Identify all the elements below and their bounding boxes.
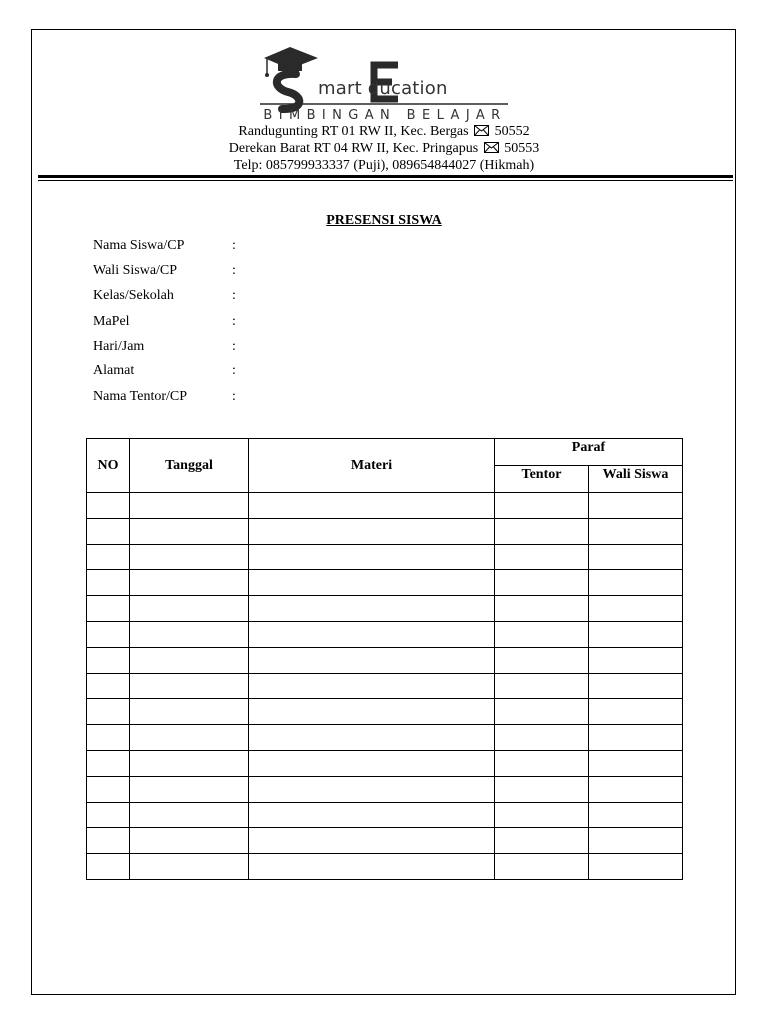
- cell-no[interactable]: [87, 802, 130, 828]
- cell-tentor-signature[interactable]: [495, 493, 589, 519]
- cell-wali-signature[interactable]: [589, 518, 683, 544]
- field-label: Nama Siswa/CP: [93, 238, 185, 253]
- cell-wali-signature[interactable]: [589, 854, 683, 880]
- field-label: Alamat: [93, 363, 135, 378]
- cell-no[interactable]: [87, 544, 130, 570]
- table-row: [87, 776, 683, 802]
- cell-no[interactable]: [87, 673, 130, 699]
- cell-tanggal[interactable]: [130, 493, 249, 519]
- cell-tentor-signature[interactable]: [495, 725, 589, 751]
- cell-materi[interactable]: [249, 647, 495, 673]
- address-line-1-text: Randugunting RT 01 RW II, Kec. Bergas: [238, 124, 469, 139]
- cell-tentor-signature[interactable]: [495, 673, 589, 699]
- table-row: [87, 647, 683, 673]
- table-header-row: [87, 439, 683, 466]
- cell-tentor-signature[interactable]: [495, 802, 589, 828]
- cell-wali-signature[interactable]: [589, 647, 683, 673]
- cell-wali-signature[interactable]: [589, 750, 683, 776]
- cell-materi[interactable]: [249, 570, 495, 596]
- cell-no[interactable]: [87, 725, 130, 751]
- cell-tanggal[interactable]: [130, 570, 249, 596]
- cell-materi[interactable]: [249, 544, 495, 570]
- header-paraf: Paraf: [495, 439, 683, 466]
- cell-wali-signature[interactable]: [589, 596, 683, 622]
- cell-no[interactable]: [87, 699, 130, 725]
- cell-materi[interactable]: [249, 725, 495, 751]
- cell-tentor-signature[interactable]: [495, 596, 589, 622]
- cell-tanggal[interactable]: [130, 828, 249, 854]
- cell-no[interactable]: [87, 596, 130, 622]
- table-row: [87, 570, 683, 596]
- cell-no[interactable]: [87, 828, 130, 854]
- table-row: [87, 544, 683, 570]
- cell-tanggal[interactable]: [130, 725, 249, 751]
- cell-materi[interactable]: [249, 699, 495, 725]
- cell-tentor-signature[interactable]: [495, 828, 589, 854]
- table-row: [87, 802, 683, 828]
- cell-materi[interactable]: [249, 750, 495, 776]
- cell-wali-signature[interactable]: [589, 493, 683, 519]
- field-colon: :: [232, 339, 236, 354]
- cell-no[interactable]: [87, 518, 130, 544]
- cell-materi[interactable]: [249, 621, 495, 647]
- header-wali-siswa: Wali Siswa: [589, 466, 683, 493]
- cell-no[interactable]: [87, 776, 130, 802]
- cell-materi[interactable]: [249, 828, 495, 854]
- table-body: [87, 493, 683, 880]
- cell-no[interactable]: [87, 493, 130, 519]
- field-colon: :: [232, 314, 236, 329]
- cell-materi[interactable]: [249, 776, 495, 802]
- field-colon: :: [232, 288, 236, 303]
- field-label: Wali Siswa/CP: [93, 263, 178, 278]
- cell-tanggal[interactable]: [130, 544, 249, 570]
- cell-tanggal[interactable]: [130, 673, 249, 699]
- phone-line: Telp: 085799933337 (Puji), 089654844027 (Hikmah): [233, 158, 535, 173]
- header-divider-thin: [38, 180, 733, 181]
- field-colon: :: [232, 238, 236, 253]
- cell-tanggal[interactable]: [130, 776, 249, 802]
- cell-tanggal[interactable]: [130, 802, 249, 828]
- field-label: Hari/Jam: [93, 339, 145, 354]
- header-no: NO: [87, 439, 130, 493]
- cell-tanggal[interactable]: [130, 621, 249, 647]
- brand-text: mart ducation: [318, 78, 448, 99]
- cell-tanggal[interactable]: [130, 518, 249, 544]
- table-row: [87, 673, 683, 699]
- cell-wali-signature[interactable]: [589, 621, 683, 647]
- field-colon: :: [232, 389, 236, 404]
- cell-materi[interactable]: [249, 518, 495, 544]
- cell-tentor-signature[interactable]: [495, 621, 589, 647]
- cell-tentor-signature[interactable]: [495, 750, 589, 776]
- cell-wali-signature[interactable]: [589, 570, 683, 596]
- cell-tanggal[interactable]: [130, 596, 249, 622]
- cell-materi[interactable]: [249, 802, 495, 828]
- cell-no[interactable]: [87, 570, 130, 596]
- cell-wali-signature[interactable]: [589, 699, 683, 725]
- cell-tanggal[interactable]: [130, 699, 249, 725]
- field-label: Kelas/Sekolah: [93, 288, 174, 303]
- cell-tentor-signature[interactable]: [495, 854, 589, 880]
- postal-code-2: 50553: [504, 141, 540, 156]
- table-row: [87, 621, 683, 647]
- cell-wali-signature[interactable]: [589, 673, 683, 699]
- field-label: MaPel: [93, 314, 130, 329]
- table-row: [87, 518, 683, 544]
- cell-wali-signature[interactable]: [589, 802, 683, 828]
- cell-tentor-signature[interactable]: [495, 570, 589, 596]
- table-row: [87, 725, 683, 751]
- cell-no[interactable]: [87, 621, 130, 647]
- header-materi: Materi: [249, 439, 495, 493]
- header-tanggal: Tanggal: [130, 439, 249, 493]
- cell-materi[interactable]: [249, 493, 495, 519]
- mail-icon: [484, 142, 499, 153]
- cell-materi[interactable]: [249, 673, 495, 699]
- cell-tanggal[interactable]: [130, 647, 249, 673]
- cell-wali-signature[interactable]: [589, 776, 683, 802]
- header-divider-thick: [38, 175, 733, 178]
- cell-tentor-signature[interactable]: [495, 776, 589, 802]
- cell-wali-signature[interactable]: [589, 828, 683, 854]
- cell-no[interactable]: [87, 647, 130, 673]
- table-row: [87, 828, 683, 854]
- cell-tanggal[interactable]: [130, 854, 249, 880]
- cell-materi[interactable]: [249, 854, 495, 880]
- field-colon: :: [232, 263, 236, 278]
- table-row: [87, 493, 683, 519]
- cell-wali-signature[interactable]: [589, 544, 683, 570]
- cell-tentor-signature[interactable]: [495, 647, 589, 673]
- table-row: [87, 596, 683, 622]
- address-line-2: [0, 140, 768, 157]
- cell-no[interactable]: [87, 750, 130, 776]
- address-line-2-text: Derekan Barat RT 04 RW II, Kec. Pringapus: [228, 141, 479, 156]
- table-row: [87, 750, 683, 776]
- postal-code-1: 50552: [494, 124, 530, 139]
- cell-tentor-signature[interactable]: [495, 699, 589, 725]
- field-label: Nama Tentor/CP: [93, 389, 188, 404]
- cell-no[interactable]: [87, 854, 130, 880]
- mail-icon: [474, 125, 489, 136]
- field-colon: :: [232, 363, 236, 378]
- address-line-1: [0, 123, 768, 140]
- cell-tanggal[interactable]: [130, 750, 249, 776]
- attendance-table: [86, 438, 683, 880]
- table-row: [87, 699, 683, 725]
- cell-materi[interactable]: [249, 596, 495, 622]
- cell-wali-signature[interactable]: [589, 725, 683, 751]
- cell-tentor-signature[interactable]: [495, 544, 589, 570]
- table-row: [87, 854, 683, 880]
- cell-tentor-signature[interactable]: [495, 518, 589, 544]
- header-tentor: Tentor: [495, 466, 589, 493]
- brand-subtitle: BIMBINGAN BELAJAR: [263, 108, 507, 123]
- document-title: PRESENSI SISWA: [326, 213, 442, 228]
